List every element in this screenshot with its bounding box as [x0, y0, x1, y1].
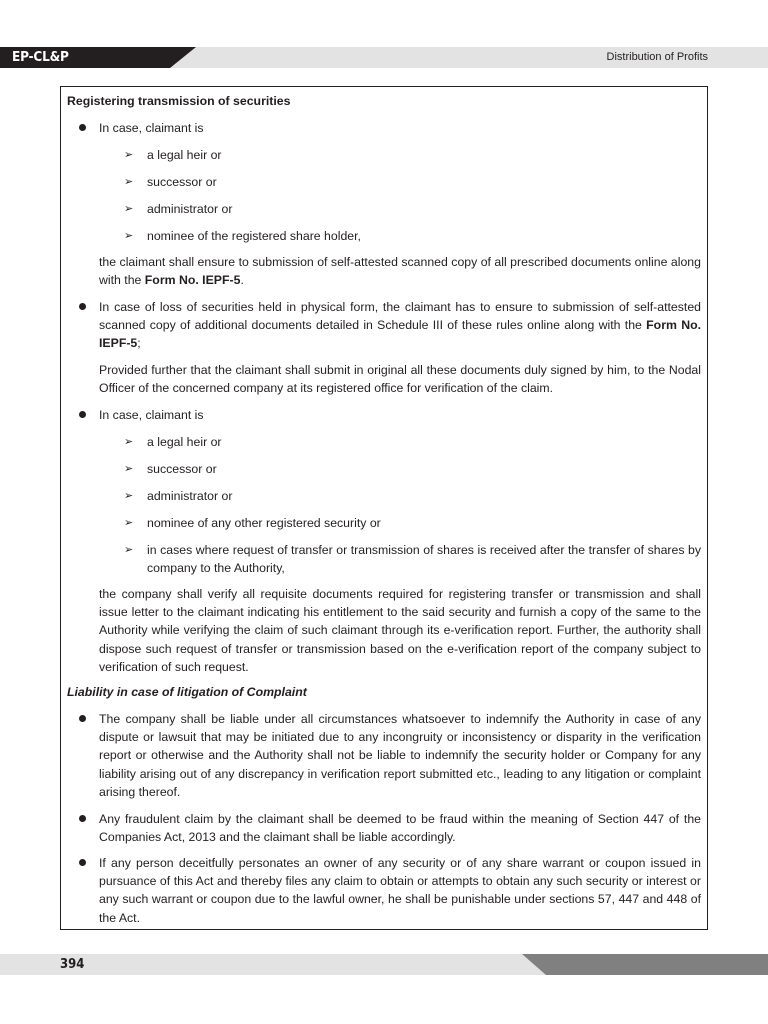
- list-item: administrator or: [147, 202, 233, 216]
- course-code: EP-CL&P: [12, 49, 69, 65]
- list-item: a legal heir or: [147, 148, 222, 162]
- arrow-bullet-icon: ➢: [124, 463, 134, 475]
- arrow-bullet-icon: ➢: [124, 436, 134, 448]
- list-item: If any person deceitfully personates an owner of any security or of any share warrant or coupon issued in pursuance of this Act and thereby files any claim to obtain or attempts to obtain any such security or interest or any such warrant or coupon due to the lawful owner, he shall be punishable under sections 57, 447 and 448 of the Act.: [99, 856, 701, 925]
- paragraph: the claimant shall ensure to submission of self-attested scanned copy of all prescribed documents online along with the Form No. IEPF-5.: [99, 255, 701, 288]
- bullet-icon: [79, 303, 86, 310]
- list-item: a legal heir or: [147, 435, 222, 449]
- bullet-icon: [79, 859, 86, 866]
- list-item: administrator or: [147, 489, 233, 503]
- arrow-bullet-icon: ➢: [124, 176, 134, 188]
- section-heading: Liability in case of litigation of Complaint: [67, 685, 307, 699]
- arrow-bullet-icon: ➢: [124, 230, 134, 242]
- chapter-title: Distribution of Profits: [606, 51, 708, 63]
- proviso-paragraph: Provided further that the claimant shall submit in original all these documents duly signed by him, to the Nodal Officer of the concerned company at its registered office for verification of the claim.: [99, 363, 701, 396]
- bullet-intro: In case, claimant is: [99, 408, 204, 422]
- list-item: nominee of any other registered security or: [147, 516, 381, 530]
- bullet-icon: [79, 411, 86, 418]
- list-item: in cases where request of transfer or transmission of shares is received after the transfer of shares by company to the Authority,: [147, 543, 701, 576]
- footer-accent: [522, 954, 768, 975]
- form-reference: Form No. IEPF-5: [144, 273, 241, 288]
- list-item: successor or: [147, 175, 217, 189]
- form-reference: Form No. IEPF-5: [99, 318, 702, 351]
- arrow-bullet-icon: ➢: [124, 517, 134, 529]
- list-item: nominee of the registered share holder,: [147, 229, 361, 243]
- bullet-icon: [79, 715, 86, 722]
- list-item: The company shall be liable under all circumstances whatsoever to indemnify the Authority in case of any dispute or lawsuit that may be initiated due to any incongruity or inconsistency or disparity in the verification report or otherwise and the Authority shall not be liable to indemnify the security holder or Company for any liability arising out of any discrepancy in verification report submitted etc., leading to any litigation or complaint arising thereof.: [99, 712, 701, 799]
- arrow-bullet-icon: ➢: [124, 149, 134, 161]
- section-heading: Registering transmission of securities: [67, 94, 291, 108]
- paragraph: In case of loss of securities held in physical form, the claimant has to ensure to submission of self-attested scanned copy of additional documents detailed in Schedule III of these rules online along with the Form No. IEPF-5;: [99, 300, 702, 351]
- bullet-icon: [79, 815, 86, 822]
- list-item: successor or: [147, 462, 217, 476]
- arrow-bullet-icon: ➢: [124, 203, 134, 215]
- page-number: 394: [60, 957, 85, 972]
- arrow-bullet-icon: ➢: [124, 490, 134, 502]
- list-item: Any fraudulent claim by the claimant shall be deemed to be fraud within the meaning of Section 447 of the Companies Act, 2013 and the claimant shall be liable accordingly.: [99, 812, 701, 845]
- bullet-intro: In case, claimant is: [99, 121, 204, 135]
- bullet-icon: [79, 124, 86, 131]
- arrow-bullet-icon: ➢: [124, 544, 134, 556]
- paragraph: the company shall verify all requisite documents required for registering transfer or transmission and shall issue letter to the claimant indicating his entitlement to the said security and furnish a copy of the same to the Authority while verifying the claim of such claimant through its e-verification report. Further, the authority shall dispose such request of transfer or transmission based on the e-verification report of the company subject to verification of such request.: [99, 587, 701, 674]
